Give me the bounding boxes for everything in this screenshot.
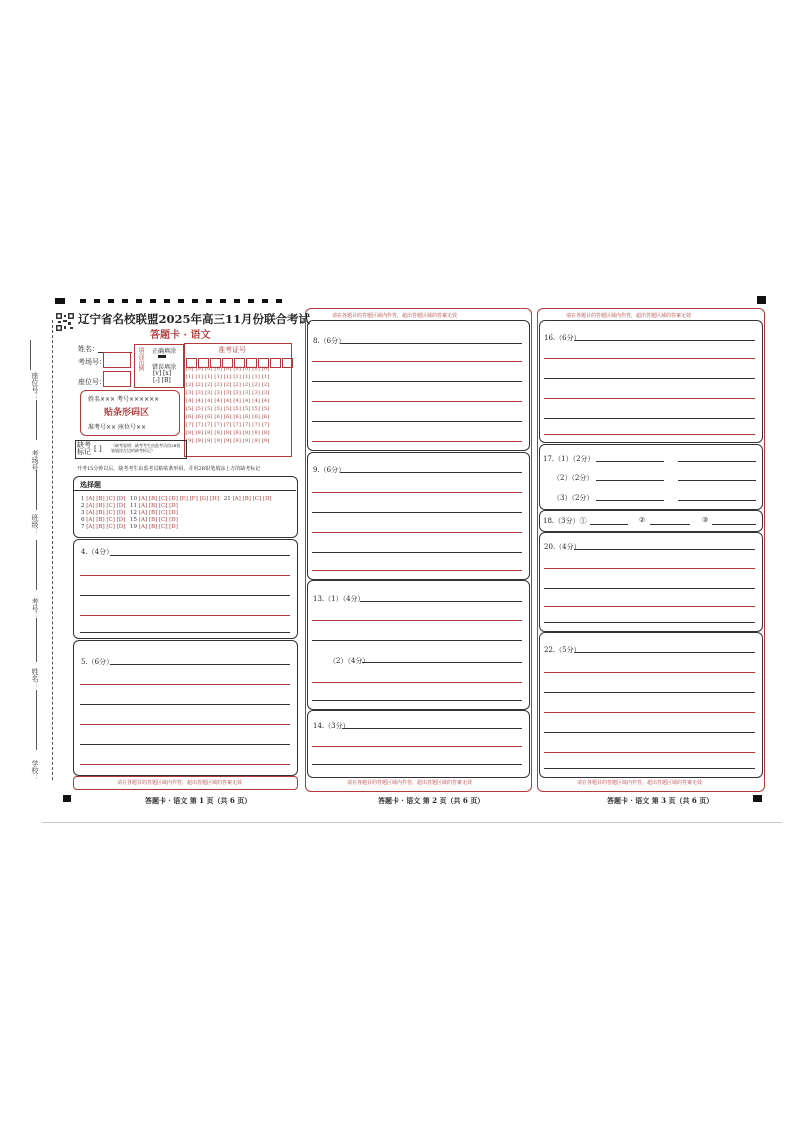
name-label-strip: 姓名： <box>31 668 39 689</box>
correct-fill-label: 正确填涂 <box>152 348 177 355</box>
wrong-fill-label: 错误填涂 <box>152 364 177 371</box>
question-16-label: 16.（6分） <box>544 334 581 342</box>
answer-line[interactable] <box>544 378 755 379</box>
answer-line[interactable] <box>80 575 290 576</box>
correct-fill-sample <box>158 355 166 358</box>
strip-rule <box>36 540 37 590</box>
ticket-digit-row[interactable]: [8] [8] [8] [8] [8] [8] [8] [8] [8] <box>186 430 270 436</box>
wrong-fill-sample: [-] [B] <box>153 377 171 384</box>
answer-line[interactable] <box>312 361 522 362</box>
timing-mark <box>55 298 65 304</box>
answer-line[interactable] <box>544 568 755 569</box>
answer-line[interactable] <box>80 615 290 616</box>
choice-options[interactable]: [A] [B] [C] [D] <box>138 510 178 516</box>
seat-label-strip: 座位号： <box>31 372 39 400</box>
exam-room-label-strip: 考场号： <box>31 450 39 478</box>
answer-line[interactable] <box>590 524 628 525</box>
answer-line[interactable] <box>342 728 522 729</box>
choice-q-number: 19 <box>130 524 138 530</box>
choice-options[interactable]: [A] [B] [C] [D] <box>86 517 126 523</box>
answer-line[interactable] <box>312 512 522 513</box>
strip-line <box>30 340 31 370</box>
choice-options[interactable]: [A] [B] [C] [D] <box>232 496 272 502</box>
choice-q-number: 21 <box>223 496 231 502</box>
question-17-part3-label: （3）（2分） <box>553 494 594 502</box>
choice-options[interactable]: [A] [B] [C] [D] <box>86 524 126 530</box>
question-20-label: 20.（4分） <box>544 543 581 551</box>
column-2-top-warning: 请在各题目的答题区域内作答，超出答题区域的答案无效 <box>332 313 458 319</box>
absent-checkbox[interactable]: [ ] <box>94 445 102 453</box>
answer-line[interactable] <box>312 552 522 553</box>
answer-line[interactable] <box>544 752 755 753</box>
question-5-label: 5.（6分） <box>81 658 114 666</box>
answer-line[interactable] <box>80 595 290 596</box>
question-18-label: 18.（3分）① <box>543 517 587 525</box>
question-22-label: 22.（5分） <box>544 646 581 654</box>
absent-rule-note: 开考15分钟以后，缺考考生由监考员粘贴条形码，并用2B铅笔填涂上方的缺考标记 <box>77 466 261 472</box>
choice-q-number: 10 <box>130 496 138 502</box>
exam-number-label-strip: 考号： <box>31 598 39 619</box>
timing-dash <box>80 299 86 303</box>
answer-line[interactable] <box>596 480 664 481</box>
answer-line[interactable] <box>544 712 755 713</box>
question-9-label: 9.（6分） <box>313 466 346 474</box>
answer-line[interactable] <box>544 622 755 623</box>
page-2-footer: 答题卡 · 语文 第 2 页（共 6 页） <box>378 796 485 805</box>
strip-rule <box>36 690 37 750</box>
timing-dash <box>234 299 240 303</box>
answer-line[interactable] <box>360 601 522 602</box>
timing-dash <box>94 299 100 303</box>
ticket-digit-row[interactable]: [0] [0] [0] [0] [0] [0] [0] [0] [0] <box>186 366 270 372</box>
binding-line <box>52 320 53 780</box>
choice-q-number: 11 <box>130 503 138 509</box>
exam-room-field[interactable] <box>103 352 131 368</box>
column-3-bottom-warning: 请在各题目的答题区域内作答，超出答题区域的答案无效 <box>577 780 703 786</box>
answer-line[interactable] <box>544 434 755 435</box>
seat-label: 座位号： <box>78 378 106 386</box>
answer-line[interactable] <box>312 620 522 621</box>
column-2-bottom-warning: 请在各题目的答题区域内作答，超出答题区域的答案无效 <box>347 780 473 786</box>
choice-row[interactable] <box>81 524 181 530</box>
timing-mark <box>757 296 766 304</box>
timing-dash <box>150 299 156 303</box>
answer-line[interactable] <box>80 704 290 705</box>
answer-line[interactable] <box>80 764 290 765</box>
page-1-footer: 答题卡 · 语文 第 1 页（共 6 页） <box>145 796 252 805</box>
timing-dash <box>136 299 142 303</box>
choice-row[interactable] <box>81 503 181 509</box>
question-13-part1-label: 13.（1）（4分） <box>313 595 365 603</box>
answer-line[interactable] <box>312 700 522 701</box>
answer-line[interactable] <box>650 524 690 525</box>
answer-line[interactable] <box>312 441 522 442</box>
choice-options[interactable]: [A] [B] [C] [D] <box>138 503 178 509</box>
answer-line[interactable] <box>544 606 755 607</box>
barcode-seat-hint: 准考号×× 座位号×× <box>88 424 147 431</box>
strip-rule <box>36 400 37 440</box>
choice-q-number: 2 <box>81 503 85 509</box>
timing-dash <box>262 299 268 303</box>
answer-line[interactable] <box>312 401 522 402</box>
choice-options[interactable]: [A] [B] [C] [D] [E] [F] [G] [H] <box>138 496 220 502</box>
answer-line[interactable] <box>544 768 755 769</box>
question-8-label: 8.（6分） <box>313 337 346 345</box>
wrong-fill-sample: [v] [x] <box>153 370 172 377</box>
ticket-digit-row[interactable]: [3] [3] [3] [3] [3] [3] [3] [3] [3] <box>186 390 270 396</box>
choice-q-number: 1 <box>81 496 85 502</box>
answer-line[interactable] <box>544 588 755 589</box>
answer-line[interactable] <box>80 632 290 633</box>
answer-line[interactable] <box>110 555 290 556</box>
answer-line[interactable] <box>678 480 756 481</box>
barcode-name-hint: 姓名××× 考号×××××× <box>88 396 160 403</box>
ticket-digit-row[interactable]: [5] [5] [5] [5] [5] [5] [5] [5] [5] <box>186 406 270 412</box>
question-17-part1-label: 17.（1）（2分） <box>543 455 595 463</box>
choice-q-number: 6 <box>81 517 85 523</box>
timing-mark <box>63 795 71 802</box>
column-1-warning: 请在各题目的答题区域内作答，超出答题区域的答案无效 <box>117 780 243 786</box>
timing-dash <box>108 299 114 303</box>
question-17-part2-label: （2）（2分） <box>553 474 594 482</box>
answer-line[interactable] <box>544 672 755 673</box>
ticket-digit-row[interactable]: [1] [1] [1] [1] [1] [1] [1] [1] [1] <box>186 374 270 380</box>
class-label-strip: 班级： <box>31 514 39 535</box>
name-label: 姓名： <box>78 345 99 353</box>
timing-dash <box>206 299 212 303</box>
answer-line[interactable] <box>574 549 755 550</box>
answer-line[interactable] <box>340 472 522 473</box>
timing-dash <box>178 299 184 303</box>
ticket-digit-row[interactable]: [6] [6] [6] [6] [6] [6] [6] [6] [6] <box>186 414 270 420</box>
barcode-title: 贴条形码区 <box>104 408 150 418</box>
ticket-digit-row[interactable]: [4] [4] [4] [4] [4] [4] [4] [4] [4] <box>186 398 270 404</box>
ticket-digit-row[interactable]: [2] [2] [2] [2] [2] [2] [2] [2] [2] <box>186 382 270 388</box>
choice-title-rule <box>74 490 296 491</box>
choice-options[interactable]: [A] [B] [C] [D] <box>86 503 126 509</box>
school-label-strip: 学校： <box>31 760 39 781</box>
answer-line[interactable] <box>544 692 755 693</box>
answer-line[interactable] <box>596 461 664 462</box>
question-18-blank-2: ② <box>639 516 646 524</box>
answer-line[interactable] <box>312 764 522 765</box>
seat-field[interactable] <box>103 371 131 387</box>
timing-dash <box>276 299 282 303</box>
answer-line[interactable] <box>80 684 290 685</box>
timing-dash <box>192 299 198 303</box>
choice-row[interactable] <box>81 517 181 523</box>
choice-row[interactable] <box>81 510 181 516</box>
timing-mark <box>753 795 762 802</box>
answer-line[interactable] <box>574 340 755 341</box>
qr-code <box>56 313 74 331</box>
sheet-subtitle: 答题卡 · 语文 <box>150 330 211 341</box>
question-18-blank-3: ③ <box>702 516 709 524</box>
answer-line[interactable] <box>712 524 756 525</box>
question-13-part2-label: （2）（4分） <box>329 657 370 665</box>
choice-title: 选择题 <box>80 480 101 489</box>
answer-line[interactable] <box>312 532 522 533</box>
answer-line[interactable] <box>544 732 755 733</box>
answer-line[interactable] <box>544 418 755 419</box>
choice-q-number: 7 <box>81 524 85 530</box>
choice-options[interactable]: [A] [B] [C] [D] <box>138 517 178 523</box>
choice-q-number: 12 <box>130 510 138 516</box>
choice-q-number: 15 <box>130 517 138 523</box>
answer-line[interactable] <box>80 724 290 725</box>
answer-line[interactable] <box>312 570 522 571</box>
choice-options[interactable]: [A] [B] [C] [D] <box>138 524 178 530</box>
answer-line[interactable] <box>544 398 755 399</box>
timing-dash <box>122 299 128 303</box>
answer-line[interactable] <box>340 343 522 344</box>
answer-line[interactable] <box>80 744 290 745</box>
answer-line[interactable] <box>362 662 522 663</box>
page-3-footer: 答题卡 · 语文 第 3 页（共 6 页） <box>607 796 714 805</box>
timing-dash <box>248 299 254 303</box>
timing-dash <box>220 299 226 303</box>
column-3-top-warning: 请在各题目的答题区域内作答，超出答题区域的答案无效 <box>566 313 692 319</box>
choice-options[interactable]: [A] [B] [C] [D] <box>86 496 126 502</box>
ticket-label: 准考证号 <box>218 346 246 354</box>
absent-note: （缺考说明：缺考考生由监考员用2B铅笔填涂左边的缺考标记） <box>111 443 181 453</box>
answer-line[interactable] <box>312 492 522 493</box>
strip-rule <box>36 618 37 662</box>
choice-options[interactable]: [A] [B] [C] [D] <box>86 510 126 516</box>
absent-label: 缺考标记 <box>77 441 91 456</box>
answer-line[interactable] <box>574 652 755 653</box>
answer-line[interactable] <box>678 461 756 462</box>
choice-row[interactable] <box>81 496 275 502</box>
strip-rule <box>36 470 37 510</box>
answer-line[interactable] <box>312 746 522 747</box>
answer-line[interactable] <box>312 682 522 683</box>
answer-line[interactable] <box>596 500 664 501</box>
exam-title: 辽宁省名校联盟2025年高三11月份联合考试 <box>78 312 311 326</box>
question-14-label: 14.（3分） <box>313 722 350 730</box>
ticket-digit-row[interactable]: [7] [7] [7] [7] [7] [7] [7] [7] [7] <box>186 422 270 428</box>
answer-line[interactable] <box>544 358 755 359</box>
answer-line[interactable] <box>678 500 756 501</box>
choice-q-number: 3 <box>81 510 85 516</box>
exam-room-label: 考场号： <box>78 358 106 366</box>
answer-line[interactable] <box>312 640 522 641</box>
fill-example-vertical: 填涂范例 <box>137 347 144 371</box>
answer-line[interactable] <box>312 421 522 422</box>
answer-line[interactable] <box>110 664 290 665</box>
timing-dash <box>164 299 170 303</box>
answer-line[interactable] <box>312 381 522 382</box>
question-4-label: 4.（4分） <box>81 548 114 556</box>
ticket-digit-row[interactable]: [9] [9] [9] [9] [9] [9] [9] [9] [9] <box>186 438 270 444</box>
